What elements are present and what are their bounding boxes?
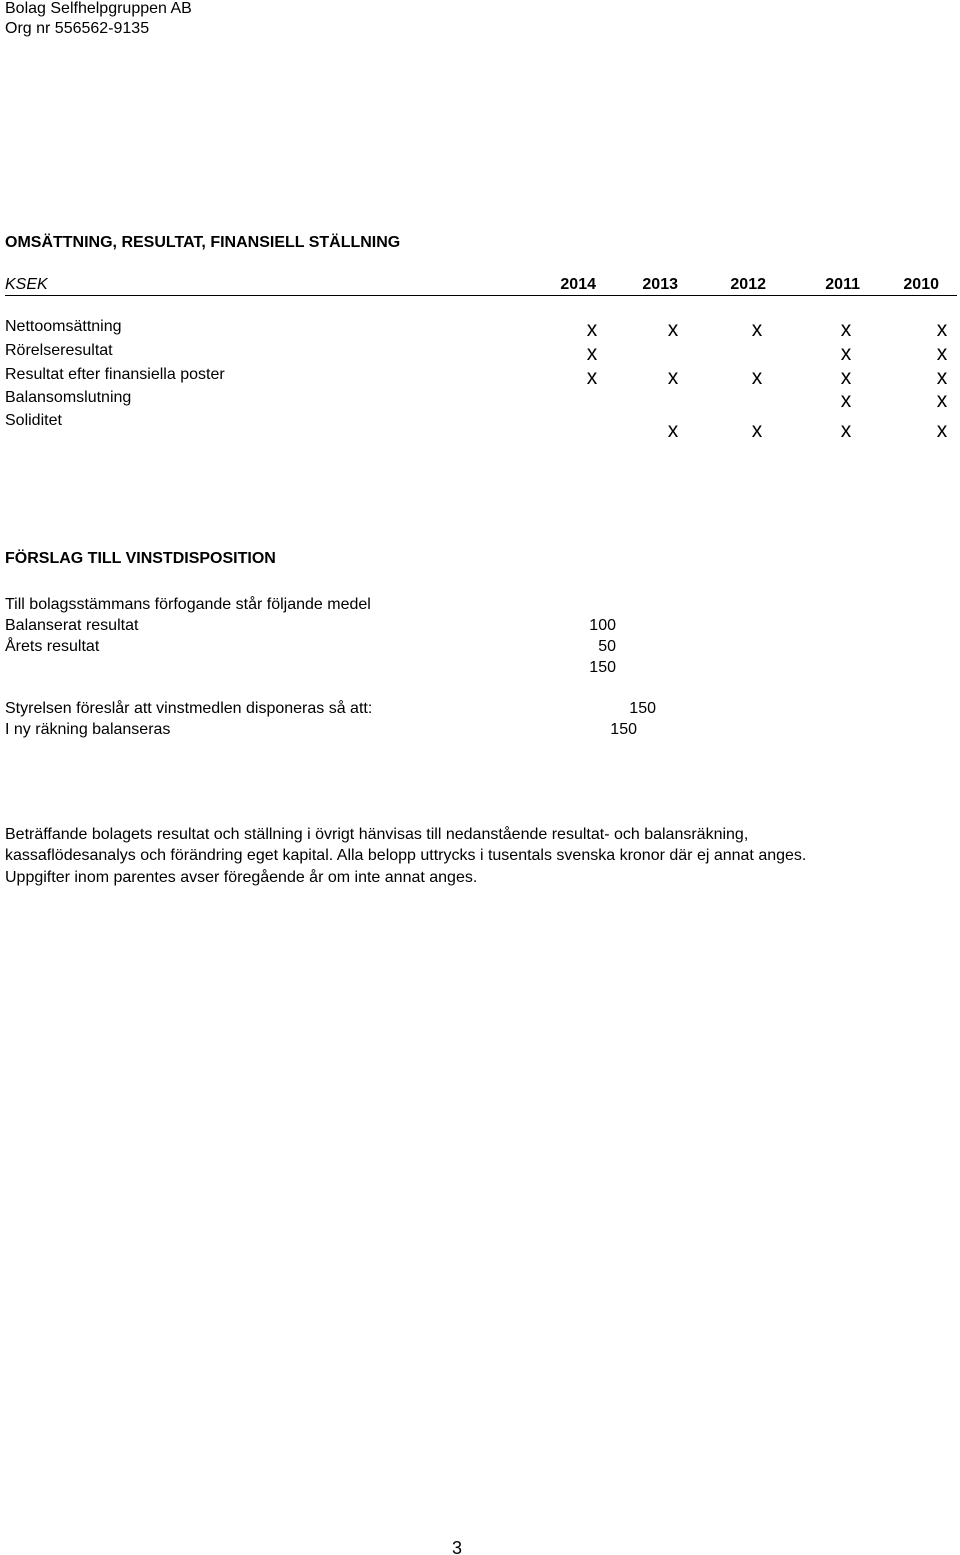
- styrelsen-proposal-label: Styrelsen föreslår att vinstmedlen disponeras så att:: [5, 700, 373, 717]
- header-divider: [5, 295, 957, 296]
- year-header-2014: 2014: [560, 276, 596, 293]
- row-label-rorelseresultat: Rörelseresultat: [5, 342, 113, 359]
- row-mark: x: [667, 419, 679, 442]
- styrelsen-proposal-value: 150: [629, 700, 656, 717]
- row-mark: x: [586, 366, 598, 389]
- unit-label: KSEK: [5, 276, 48, 293]
- row-mark: x: [751, 318, 763, 341]
- ny-rakning-value: 150: [610, 721, 637, 738]
- row-mark: x: [840, 342, 852, 365]
- row-mark: x: [936, 419, 948, 442]
- row-mark: x: [586, 318, 598, 341]
- row-label-soliditet: Soliditet: [5, 412, 62, 429]
- year-header-2012: 2012: [730, 276, 766, 293]
- row-label-nettoomsattning: Nettoomsättning: [5, 318, 122, 335]
- arets-resultat-label: Årets resultat: [5, 638, 100, 655]
- row-mark: x: [840, 419, 852, 442]
- row-mark: x: [936, 389, 948, 412]
- ny-rakning-label: I ny räkning balanseras: [5, 721, 171, 738]
- disposition-intro: Till bolagsstämmans förfogande står följande medel: [5, 596, 371, 613]
- org-number: Org nr 556562-9135: [5, 20, 150, 37]
- year-header-2010: 2010: [903, 276, 939, 293]
- page-number: 3: [452, 1538, 463, 1555]
- row-mark: x: [667, 366, 679, 389]
- disposition-sum-value: 150: [589, 659, 616, 676]
- row-mark: x: [840, 318, 852, 341]
- company-name: Bolag Selfhelpgruppen AB: [5, 0, 192, 17]
- financials-title: OMSÄTTNING, RESULTAT, FINANSIELL STÄLLNING: [5, 234, 401, 251]
- year-header-2011: 2011: [825, 276, 860, 293]
- balanserat-resultat-value: 100: [589, 617, 616, 634]
- row-mark: x: [586, 342, 598, 365]
- row-label-resultat-efter-finansiella-poster: Resultat efter finansiella poster: [5, 366, 225, 383]
- disposition-title: FÖRSLAG TILL VINSTDISPOSITION: [5, 550, 276, 567]
- row-mark: x: [751, 366, 763, 389]
- row-mark: x: [936, 366, 948, 389]
- row-mark: x: [840, 389, 852, 412]
- row-mark: x: [936, 342, 948, 365]
- row-mark: x: [667, 318, 679, 341]
- note-line-1: Beträffande bolagets resultat och ställning i övrigt hänvisas till nedanstående resultat- och balansräkning,: [5, 826, 749, 843]
- arets-resultat-value: 50: [598, 638, 616, 655]
- year-header-2013: 2013: [642, 276, 678, 293]
- note-line-2: kassaflödesanalys och förändring eget kapital. Alla belopp uttrycks i tusentals svenska kronor där ej annat anges.: [5, 847, 807, 864]
- row-mark: x: [751, 419, 763, 442]
- row-mark: x: [840, 366, 852, 389]
- note-line-3: Uppgifter inom parentes avser föregående år om inte annat anges.: [5, 869, 478, 886]
- row-mark: x: [936, 318, 948, 341]
- row-label-balansomslutning: Balansomslutning: [5, 389, 132, 406]
- balanserat-resultat-label: Balanserat resultat: [5, 617, 139, 634]
